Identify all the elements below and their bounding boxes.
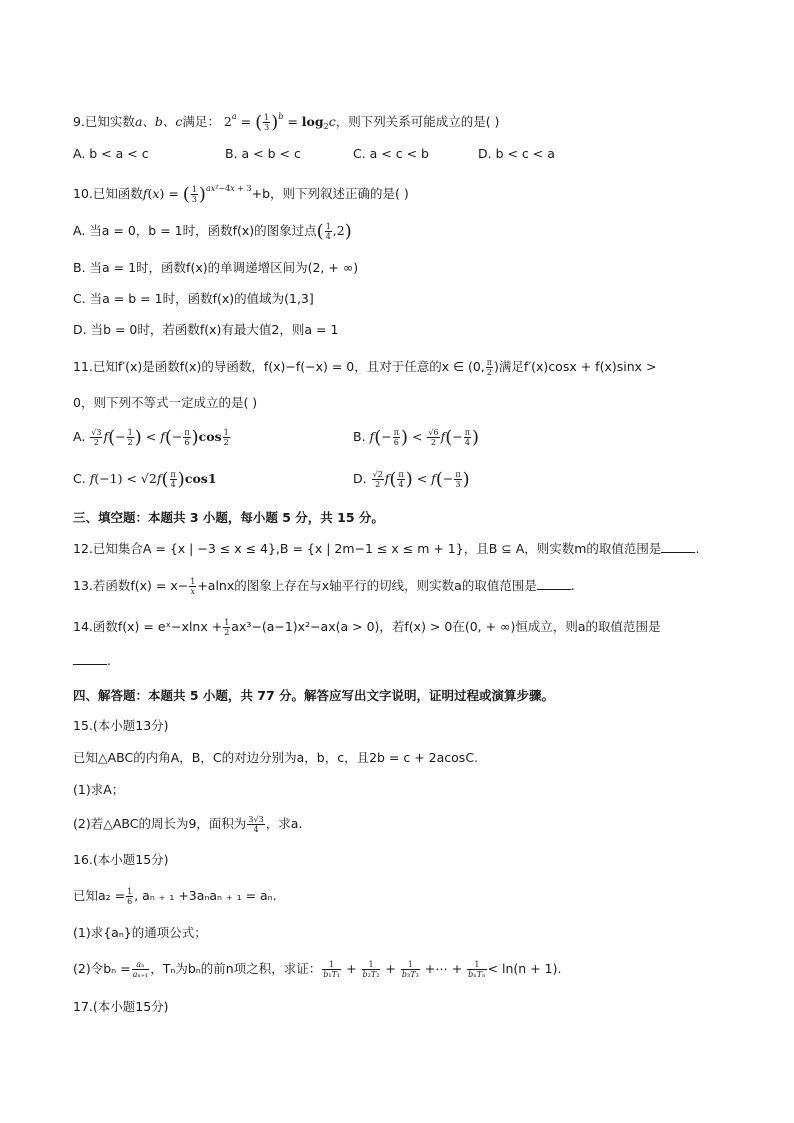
q14-answer-blank[interactable]: [73, 653, 107, 665]
q10-option-a-text: A. 当a = 0，b = 1时，函数f(x)的图象过点: [73, 223, 317, 238]
q11-lead: 11.已知f′(x)是函数f(x)的导函数，f(x)−f(−x) = 0，且对于任意的x ∈ (0,: [73, 359, 485, 374]
q10-option-c: C. 当a = b = 1时，函数f(x)的值域为(1,3]: [73, 291, 314, 306]
section-4-title: 四、解答题：本题共 5 小题，共 77 分。解答应写出文字说明，证明过程或演算步骤。: [73, 688, 555, 703]
q16-frac: $\frac{1}{6}$: [127, 887, 133, 906]
q12-stem: 12.已知集合A = {x | −3 ≤ x ≤ 4},B = {x | 2m−1 ≤ x ≤ m + 1}，且B ⊆ A，则实数m的取值范围是 .: [73, 541, 700, 556]
q16-part2-mid: ，Tₙ为bₙ的前n项之积，求证：: [150, 961, 322, 976]
q10-formula: f(x) = ( $\frac{1}{3}$ )$^{ax^2-4x + 3}$: [142, 184, 252, 205]
q11-option-a: A. $\frac{√3}{2}$ f(− $\frac{1}{2}$ ) < f(− $\frac{\pi}{6}$ )cos $\frac{1}{2}$: [73, 427, 229, 448]
section-3-title: 三、填空题：本题共 3 小题，每小题 5 分，共 15 分。: [73, 510, 384, 525]
q9-stem: [73, 108, 499, 136]
q11-option-d: D. $\frac{√2}{2}$ f( $\frac{\pi}{4}$ ) < f(− $\frac{\pi}{3}$ ): [353, 469, 470, 490]
q16-part2: [73, 960, 561, 979]
q10-lead: 10.已知函数: [73, 186, 143, 201]
q13-tail: +alnx的图象上存在与x轴平行的切线，则实数a的取值范围是: [197, 578, 537, 593]
q11-stem-line1: [73, 358, 656, 377]
q10-stem: [73, 180, 409, 204]
q16-stem-tail: , aₙ ₊ ₁ +3aₙaₙ ₊ ₁ = aₙ.: [134, 888, 277, 903]
q13-answer-blank[interactable]: [537, 578, 571, 590]
q10-option-d: D. 当b = 0时，若函数f(x)有最大值2，则a = 1: [73, 322, 339, 337]
q9-option-a: A. b < a < c: [73, 146, 149, 161]
q13-stem: 13.若函数f(x) = x− $\frac{1}{x}$ +alnx的图象上存在与x轴平行的切线，则实数a的取值范围是 .: [73, 577, 575, 596]
q9-option-c: C. a < c < b: [353, 146, 429, 161]
q10-option-b: B. 当a = 1时，函数f(x)的单调递增区间为(2, + ∞): [73, 260, 359, 275]
q13-frac: $\frac{1}{x}$: [190, 577, 196, 596]
q11-tail: )满足f′(x)cosx + f(x)sinx >: [494, 359, 657, 374]
q16-sum: $\frac{1}{\text{b₁T₁}}$ + $\frac{1}{\text{b₂T₂}}$ + $\frac{1}{\text{b₃T₃}}$ +⋯ + $\frac{1}{\text{bₙTₙ}}$: [323, 960, 486, 979]
q9-tail: ，则下列关系可能成立的是( ): [335, 114, 500, 129]
q14-frac: $\frac{1}{2}$: [224, 618, 230, 637]
q10-tail: +b，则下列叙述正确的是( ): [251, 186, 409, 201]
q9-vars: a、b、c: [134, 114, 183, 129]
q9-option-d: D. b < c < a: [478, 146, 555, 161]
q15-part2: [73, 815, 302, 834]
q16-bn-frac: $\frac{\text{aₙ}}{\text{aₙ₊₁}}$: [132, 960, 149, 979]
q15-stem: 已知△ABC的内角A，B，C的对边分别为a，b，c，且2b = c + 2acosC.: [73, 750, 479, 765]
q15-part1: (1)求A；: [73, 782, 125, 797]
q17-header: 17.(本小题15分): [73, 999, 169, 1014]
q16-part1: (1)求{aₙ}的通项公式；: [73, 925, 207, 940]
q16-header: 16.(本小题15分): [73, 852, 169, 867]
q14-stem: [73, 618, 661, 637]
q14-tail: ax³−(a−1)x²−ax(a > 0)，若f(x) > 0在(0, + ∞)恒成立，则a的取值范围是: [231, 619, 661, 634]
q9-lead: 9.已知实数: [73, 114, 135, 129]
q15-area-frac: $\frac{3√3}{4}$: [248, 815, 264, 834]
q16-stem-lead: 已知a₂ =: [73, 888, 126, 903]
q15-header: 15.(本小题13分): [73, 718, 169, 733]
q13-lead: 13.若函数f(x) = x−: [73, 578, 189, 593]
q12-answer-blank[interactable]: [661, 541, 695, 553]
q16-part2-lead: (2)令bₙ =: [73, 961, 131, 976]
q14-lead: 14.函数f(x) = eˣ−xlnx +: [73, 619, 223, 634]
q15-part2-lead: (2)若△ABC的周长为9，面积为: [73, 816, 247, 831]
q11-pi-half: $\frac{\pi}{2}$: [486, 358, 493, 377]
q11-option-c: C. f(−1) < √2f( $\frac{\pi}{4}$ )cos1: [73, 469, 217, 490]
q12-text: 12.已知集合A = {x | −3 ≤ x ≤ 4},B = {x | 2m−1 ≤ x ≤ m + 1}，且B ⊆ A，则实数m的取值范围是: [73, 541, 662, 556]
q11-stem-line2: 0，则下列不等式一定成立的是( ): [73, 395, 258, 410]
q16-part2-tail: < ln(n + 1).: [487, 961, 562, 976]
q16-stem: [73, 887, 277, 906]
q15-part2-tail: ，求a.: [265, 816, 303, 831]
q14-blank-line: .: [73, 652, 111, 670]
q11-option-b: B. f(− $\frac{\pi}{6}$ ) < $\frac{√6}{2}$ f(− $\frac{\pi}{4}$ ): [353, 427, 480, 448]
q9-option-b: B. a < b < c: [225, 146, 301, 161]
q9-formula: $2^a$ = ( $\frac{1}{3}$ )$^b = \log_2c$: [223, 112, 336, 133]
q10-option-a: [73, 222, 352, 241]
q10-point: ( $\frac{1}{4}$ ,2): [316, 221, 352, 242]
q9-mid: 满足：: [182, 114, 220, 129]
